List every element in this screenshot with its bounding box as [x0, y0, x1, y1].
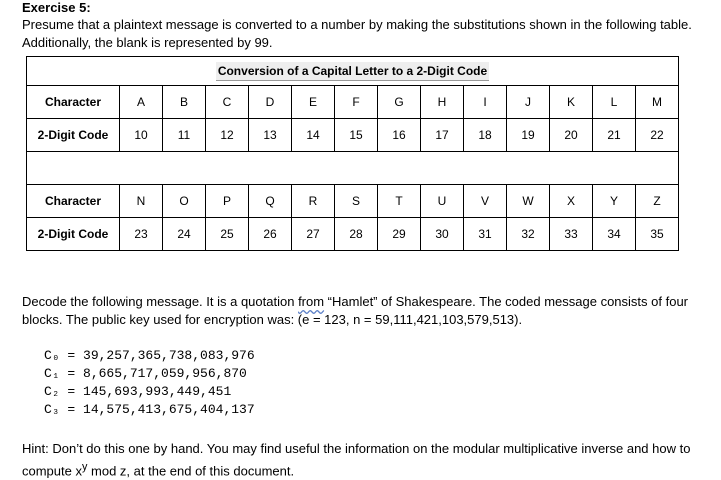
code-cell: 20	[550, 119, 593, 152]
char-cell: Q	[249, 185, 292, 218]
intro-paragraph: Presume that a plaintext message is converted to a number by making the substitutions shown in the following table. Additionally, the blank is represented by 99.	[22, 17, 692, 50]
char-label: Character	[27, 185, 120, 218]
char-cell: T	[378, 185, 421, 218]
char-cell: A	[120, 86, 163, 119]
char-row-2	[27, 185, 679, 218]
code-cell: 10	[120, 119, 163, 152]
char-cell: W	[507, 185, 550, 218]
char-cell: S	[335, 185, 378, 218]
code-cell: 19	[507, 119, 550, 152]
code-label: 2-Digit Code	[27, 218, 120, 251]
hint-text: Hint: Don’t do this one by hand. You may find useful the information on the modular multiplicative inverse and how to compute x	[22, 441, 691, 479]
code-cell: 17	[421, 119, 464, 152]
char-cell: E	[292, 86, 335, 119]
table-caption-cell	[27, 57, 679, 86]
cipher-label: C₃	[44, 402, 60, 417]
conversion-table	[26, 56, 679, 251]
table-caption: Conversion of a Capital Letter to a 2-Digit Code	[216, 62, 489, 81]
code-cell: 35	[636, 218, 679, 251]
code-cell: 24	[163, 218, 206, 251]
code-cell: 34	[593, 218, 636, 251]
code-cell: 30	[421, 218, 464, 251]
char-cell: P	[206, 185, 249, 218]
cipher-value: 8,665,717,059,956,870	[83, 366, 247, 381]
code-cell: 12	[206, 119, 249, 152]
spellcheck-word: from	[298, 294, 325, 309]
code-cell: 18	[464, 119, 507, 152]
code-cell: 29	[378, 218, 421, 251]
code-cell: 28	[335, 218, 378, 251]
char-cell: M	[636, 86, 679, 119]
char-cell: G	[378, 86, 421, 119]
exercise-title: Exercise 5:	[22, 0, 91, 15]
char-cell: U	[421, 185, 464, 218]
code-cell: 16	[378, 119, 421, 152]
code-cell: 32	[507, 218, 550, 251]
code-cell: 13	[249, 119, 292, 152]
cipher-label: C₂	[44, 384, 60, 399]
code-row-2	[27, 218, 679, 251]
char-cell: B	[163, 86, 206, 119]
code-cell: 25	[206, 218, 249, 251]
char-cell: V	[464, 185, 507, 218]
char-cell: L	[593, 86, 636, 119]
code-cell: 26	[249, 218, 292, 251]
char-cell: Y	[593, 185, 636, 218]
char-cell: R	[292, 185, 335, 218]
cipher-line: C₁ = 8,665,717,059,956,870	[44, 366, 247, 381]
cipher-value: 14,575,413,675,404,137	[83, 402, 255, 417]
code-cell: 21	[593, 119, 636, 152]
char-cell: K	[550, 86, 593, 119]
code-cell: 14	[292, 119, 335, 152]
code-cell: 15	[335, 119, 378, 152]
code-cell: 27	[292, 218, 335, 251]
description-paragraph	[22, 293, 702, 329]
char-cell: H	[421, 86, 464, 119]
code-label: 2-Digit Code	[27, 119, 120, 152]
char-label: Character	[27, 86, 120, 119]
code-cell: 11	[163, 119, 206, 152]
cipher-label: C₁	[44, 366, 60, 381]
description-text: “Hamlet” of Shakespeare. The coded message consists of four blocks. The public key used for encryption was: (e = 123, n = 59,111,421,103,579,513).	[22, 294, 689, 327]
cipher-line: C₀ = 39,257,365,738,083,976	[44, 348, 255, 363]
spacer-cell	[27, 152, 679, 185]
code-cell: 22	[636, 119, 679, 152]
char-cell: J	[507, 86, 550, 119]
code-cell: 33	[550, 218, 593, 251]
code-row-1	[27, 119, 679, 152]
char-cell: O	[163, 185, 206, 218]
code-cell: 23	[120, 218, 163, 251]
hint-superscript: y	[81, 461, 88, 473]
char-cell: Z	[636, 185, 679, 218]
cipher-line: C₂ = 145,693,993,449,451	[44, 384, 232, 399]
cipher-label: C₀	[44, 348, 60, 363]
hint-text: mod z, at the end of this document.	[87, 463, 295, 479]
char-cell: D	[249, 86, 292, 119]
spacer-row	[27, 152, 679, 185]
cipher-value: 39,257,365,738,083,976	[83, 348, 255, 363]
char-row-1	[27, 86, 679, 119]
char-cell: I	[464, 86, 507, 119]
char-cell: N	[120, 185, 163, 218]
char-cell: X	[550, 185, 593, 218]
cipher-line: C₃ = 14,575,413,675,404,137	[44, 402, 255, 417]
code-cell: 31	[464, 218, 507, 251]
hint-paragraph	[22, 440, 702, 480]
ciphertext-blocks	[44, 347, 255, 419]
cipher-value: 145,693,993,449,451	[83, 384, 232, 399]
char-cell: C	[206, 86, 249, 119]
char-cell: F	[335, 86, 378, 119]
description-text: Decode the following message. It is a quotation	[22, 294, 299, 309]
